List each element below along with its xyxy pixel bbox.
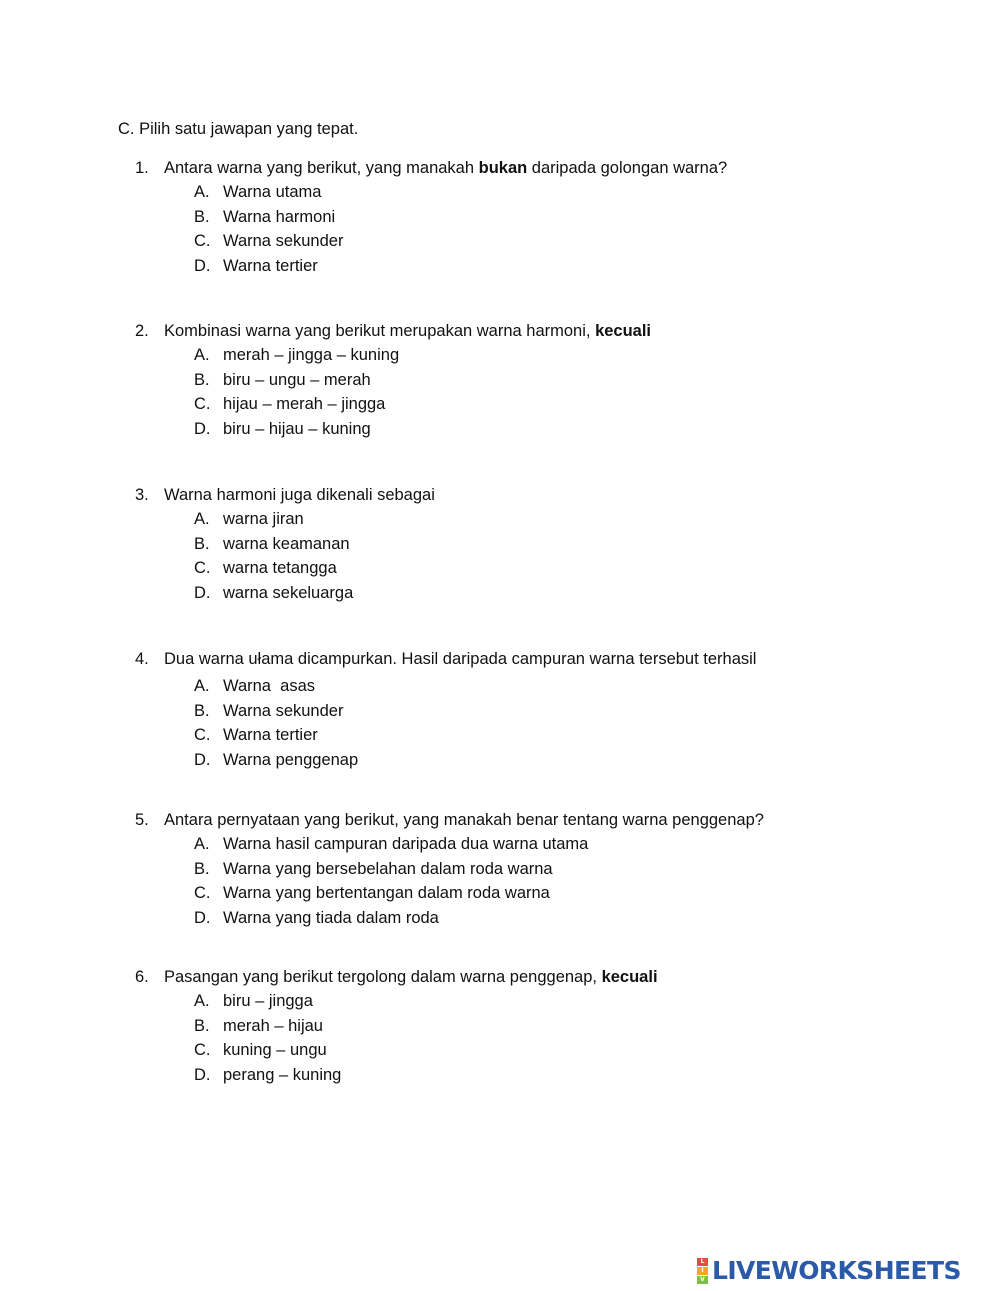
option-c[interactable]: C. Warna sekunder — [194, 232, 344, 251]
option-c[interactable]: C. hijau – merah – jingga — [194, 395, 386, 414]
logo-mark-block: V — [697, 1276, 708, 1284]
question-line — [0, 647, 1000, 674]
emphasis-word: kecuali — [601, 968, 658, 986]
logo-mark-block: I — [697, 1267, 708, 1275]
option-b[interactable]: B. warna keamanan — [194, 534, 350, 553]
option-list — [0, 180, 1000, 279]
option-a[interactable]: A. warna jiran — [194, 510, 304, 528]
option-b[interactable]: B. Warna sekunder — [194, 701, 344, 720]
option-b[interactable]: B. Warna yang bersebelahan dalam roda warna — [194, 859, 553, 878]
question-line — [0, 156, 1000, 180]
question-text: Antara warna yang berikut, yang manakah bukan daripada golongan warna? — [164, 159, 728, 177]
question-line — [0, 808, 1000, 832]
option-list — [0, 832, 1000, 931]
question-text: Kombinasi warna yang berikut merupakan warna harmoni, kecuali — [164, 322, 652, 340]
option-list — [0, 343, 1000, 442]
question-2 — [0, 319, 1000, 442]
option-b[interactable]: B. Warna harmoni — [194, 207, 336, 226]
option-d[interactable]: D. Warna yang tiada dalam roda — [194, 909, 439, 928]
question-number: 5. — [135, 811, 149, 829]
option-list — [0, 674, 1000, 773]
option-b[interactable]: B. merah – hijau — [194, 1016, 323, 1035]
section-title: C. Pilih satu jawapan yang tepat. — [118, 120, 359, 138]
liveworksheets-logo — [697, 1254, 961, 1288]
question-text: Dua warna ułama dicampurkan. Hasil daripada campuran warna tersebut terhasil — [164, 650, 757, 668]
option-a[interactable]: A. Warna asas — [194, 677, 316, 695]
question-line — [0, 319, 1000, 343]
option-d[interactable]: D. perang – kuning — [194, 1066, 342, 1085]
logo-text: LIVEWORKSHEETS — [712, 1256, 961, 1285]
option-c[interactable]: C. Warna yang bertentangan dalam roda warna — [194, 884, 550, 903]
question-4 — [0, 647, 1000, 773]
option-c[interactable]: C. Warna tertier — [194, 726, 318, 745]
option-d[interactable]: D. Warna tertier — [194, 257, 318, 276]
option-d[interactable]: D. Warna penggenap — [194, 751, 359, 770]
question-1 — [0, 156, 1000, 279]
option-list — [0, 989, 1000, 1088]
question-line — [0, 483, 1000, 507]
question-6 — [0, 965, 1000, 1088]
question-number: 1. — [135, 159, 149, 177]
question-3 — [0, 483, 1000, 606]
question-line — [0, 965, 1000, 989]
option-d[interactable]: D. warna sekeluarga — [194, 584, 354, 603]
option-b[interactable]: B. biru – ungu – merah — [194, 370, 371, 389]
option-a[interactable]: A. biru – jingga — [194, 992, 313, 1010]
option-a[interactable]: A. Warna utama — [194, 183, 322, 201]
logo-mark-block: L — [697, 1258, 708, 1266]
logo-mark-icon — [697, 1258, 708, 1284]
question-number: 6. — [135, 968, 149, 986]
question-text: Antara pernyataan yang berikut, yang manakah benar tentang warna penggenap? — [164, 811, 764, 829]
question-text: Pasangan yang berikut tergolong dalam warna penggenap, kecuali — [164, 968, 658, 986]
emphasis-word: bukan — [478, 159, 528, 177]
question-number: 3. — [135, 486, 149, 504]
emphasis-word: kecuali — [595, 322, 652, 340]
question-text: Warna harmoni juga dikenali sebagai — [164, 486, 435, 504]
option-a[interactable]: A. Warna hasil campuran daripada dua warna utama — [194, 835, 589, 853]
option-c[interactable]: C. kuning – ungu — [194, 1041, 327, 1060]
option-list — [0, 507, 1000, 606]
option-d[interactable]: D. biru – hijau – kuning — [194, 420, 371, 439]
question-5 — [0, 808, 1000, 931]
question-number: 4. — [135, 650, 149, 668]
option-a[interactable]: A. merah – jingga – kuning — [194, 346, 400, 364]
question-number: 2. — [135, 322, 149, 340]
option-c[interactable]: C. warna tetangga — [194, 559, 337, 578]
